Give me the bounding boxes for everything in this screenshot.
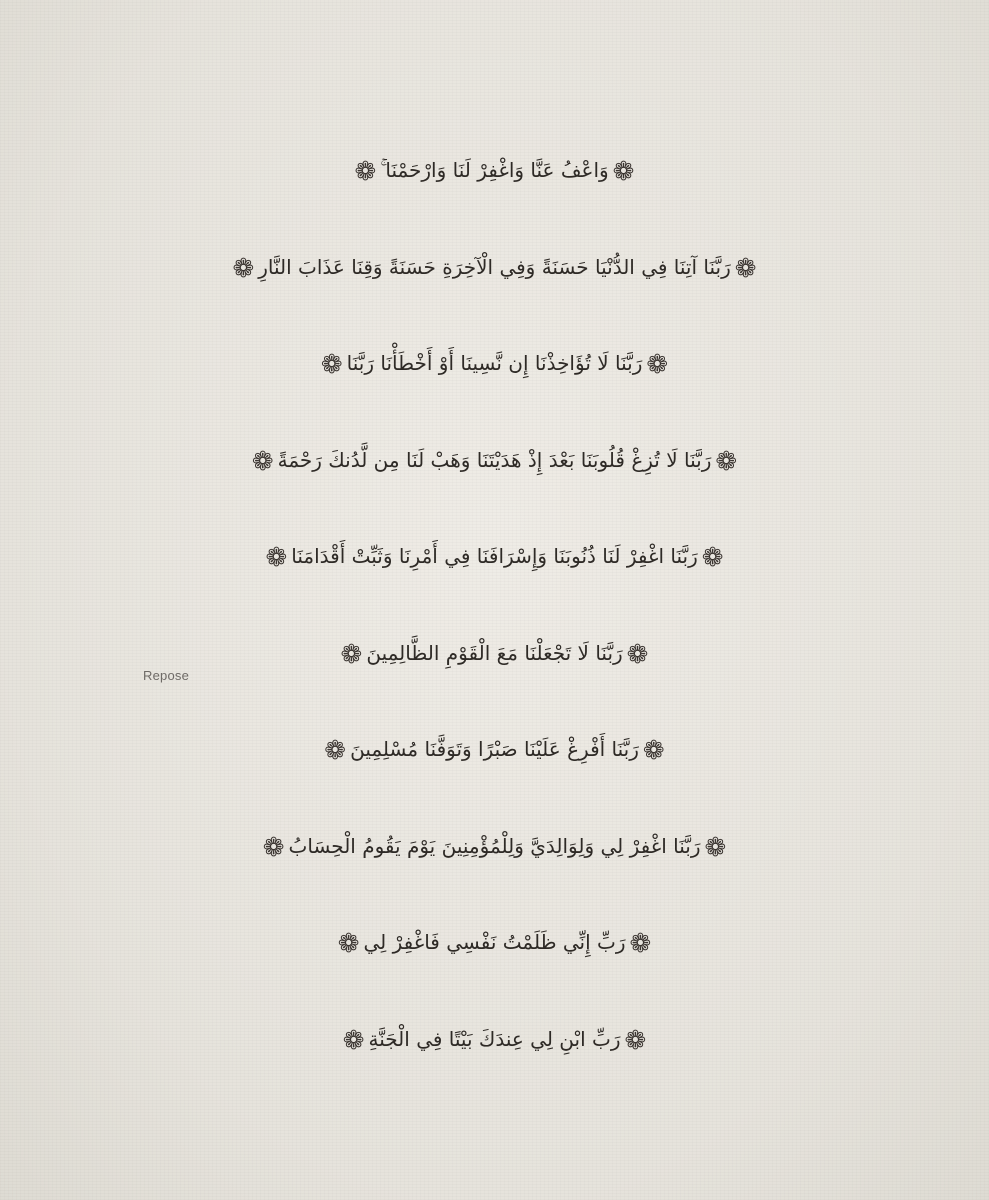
verse-text: رَبَّنَا اغْفِرْ لَنَا ذُنُوبَنَا وَإِسْرَافَنَا فِي أَمْرِنَا وَثَبِّتْ أَقْدَامَنَا	[291, 544, 698, 569]
ornament-open-icon: ❁	[715, 446, 738, 477]
verse-line	[0, 315, 989, 412]
ornament-close-icon: ❁	[265, 543, 288, 574]
ornament-close-icon: ❁	[262, 832, 285, 863]
ornament-open-icon: ❁	[626, 639, 649, 670]
ornament-close-icon: ❁	[340, 639, 363, 670]
ornament-open-icon: ❁	[701, 543, 724, 574]
verse-line	[0, 605, 989, 702]
ornament-open-icon: ❁	[704, 832, 727, 863]
ornament-open-icon: ❁	[734, 253, 757, 284]
verse-line	[0, 412, 989, 509]
verse-text: رَبِّ إِنِّي ظَلَمْتُ نَفْسِي فَاغْفِرْ لِي	[363, 930, 626, 955]
verse-text: رَبَّنَا أَفْرِغْ عَلَيْنَا صَبْرًا وَتَوَفَّنَا مُسْلِمِينَ	[350, 737, 639, 762]
ornament-open-icon: ❁	[624, 1025, 647, 1056]
verse-line	[0, 991, 989, 1088]
ornament-close-icon: ❁	[354, 157, 377, 188]
ornament-close-icon: ❁	[324, 736, 347, 767]
watermark-text: Repose	[143, 668, 190, 683]
verse-line	[0, 508, 989, 605]
verse-line	[0, 122, 989, 219]
ornament-close-icon: ❁	[342, 1025, 365, 1056]
ornament-close-icon: ❁	[320, 350, 343, 381]
ornament-close-icon: ❁	[337, 929, 360, 960]
ornament-open-icon: ❁	[612, 157, 635, 188]
verse-text: رَبَّنَا لَا تُؤَاخِذْنَا إِن نَّسِينَا أَوْ أَخْطَأْنَا رَبَّنَا	[346, 351, 643, 376]
verse-list	[0, 122, 989, 1087]
ornament-close-icon: ❁	[251, 446, 274, 477]
ornament-open-icon: ❁	[646, 350, 669, 381]
verse-line	[0, 798, 989, 895]
verse-text: رَبَّنَا لَا تُزِغْ قُلُوبَنَا بَعْدَ إِذْ هَدَيْتَنَا وَهَبْ لَنَا مِن لَّدُنكَ رَحْمَةً	[277, 447, 712, 472]
verse-line	[0, 894, 989, 991]
verse-text: رَبَّنَا لَا تَجْعَلْنَا مَعَ الْقَوْمِ الظَّالِمِينَ	[366, 640, 623, 665]
ornament-close-icon: ❁	[232, 253, 255, 284]
verse-text: وَاعْفُ عَنَّا وَاغْفِرْ لَنَا وَارْحَمْنَا ۚ	[380, 158, 609, 183]
verse-text: رَبَّنَا آتِنَا فِي الدُّنْيَا حَسَنَةً وَفِي الْآخِرَةِ حَسَنَةً وَقِنَا عَذَابَ النَّارِ	[258, 254, 731, 279]
verse-line	[0, 219, 989, 316]
verse-text: رَبَّنَا اغْفِرْ لِي وَلِوَالِدَيَّ وَلِلْمُؤْمِنِينَ يَوْمَ يَقُومُ الْحِسَابُ	[288, 833, 701, 858]
ornament-open-icon: ❁	[629, 929, 652, 960]
ornament-open-icon: ❁	[642, 736, 665, 767]
verse-text: رَبِّ ابْنِ لِي عِندَكَ بَيْتًا فِي الْجَنَّةِ	[368, 1026, 621, 1051]
verse-line	[0, 701, 989, 798]
